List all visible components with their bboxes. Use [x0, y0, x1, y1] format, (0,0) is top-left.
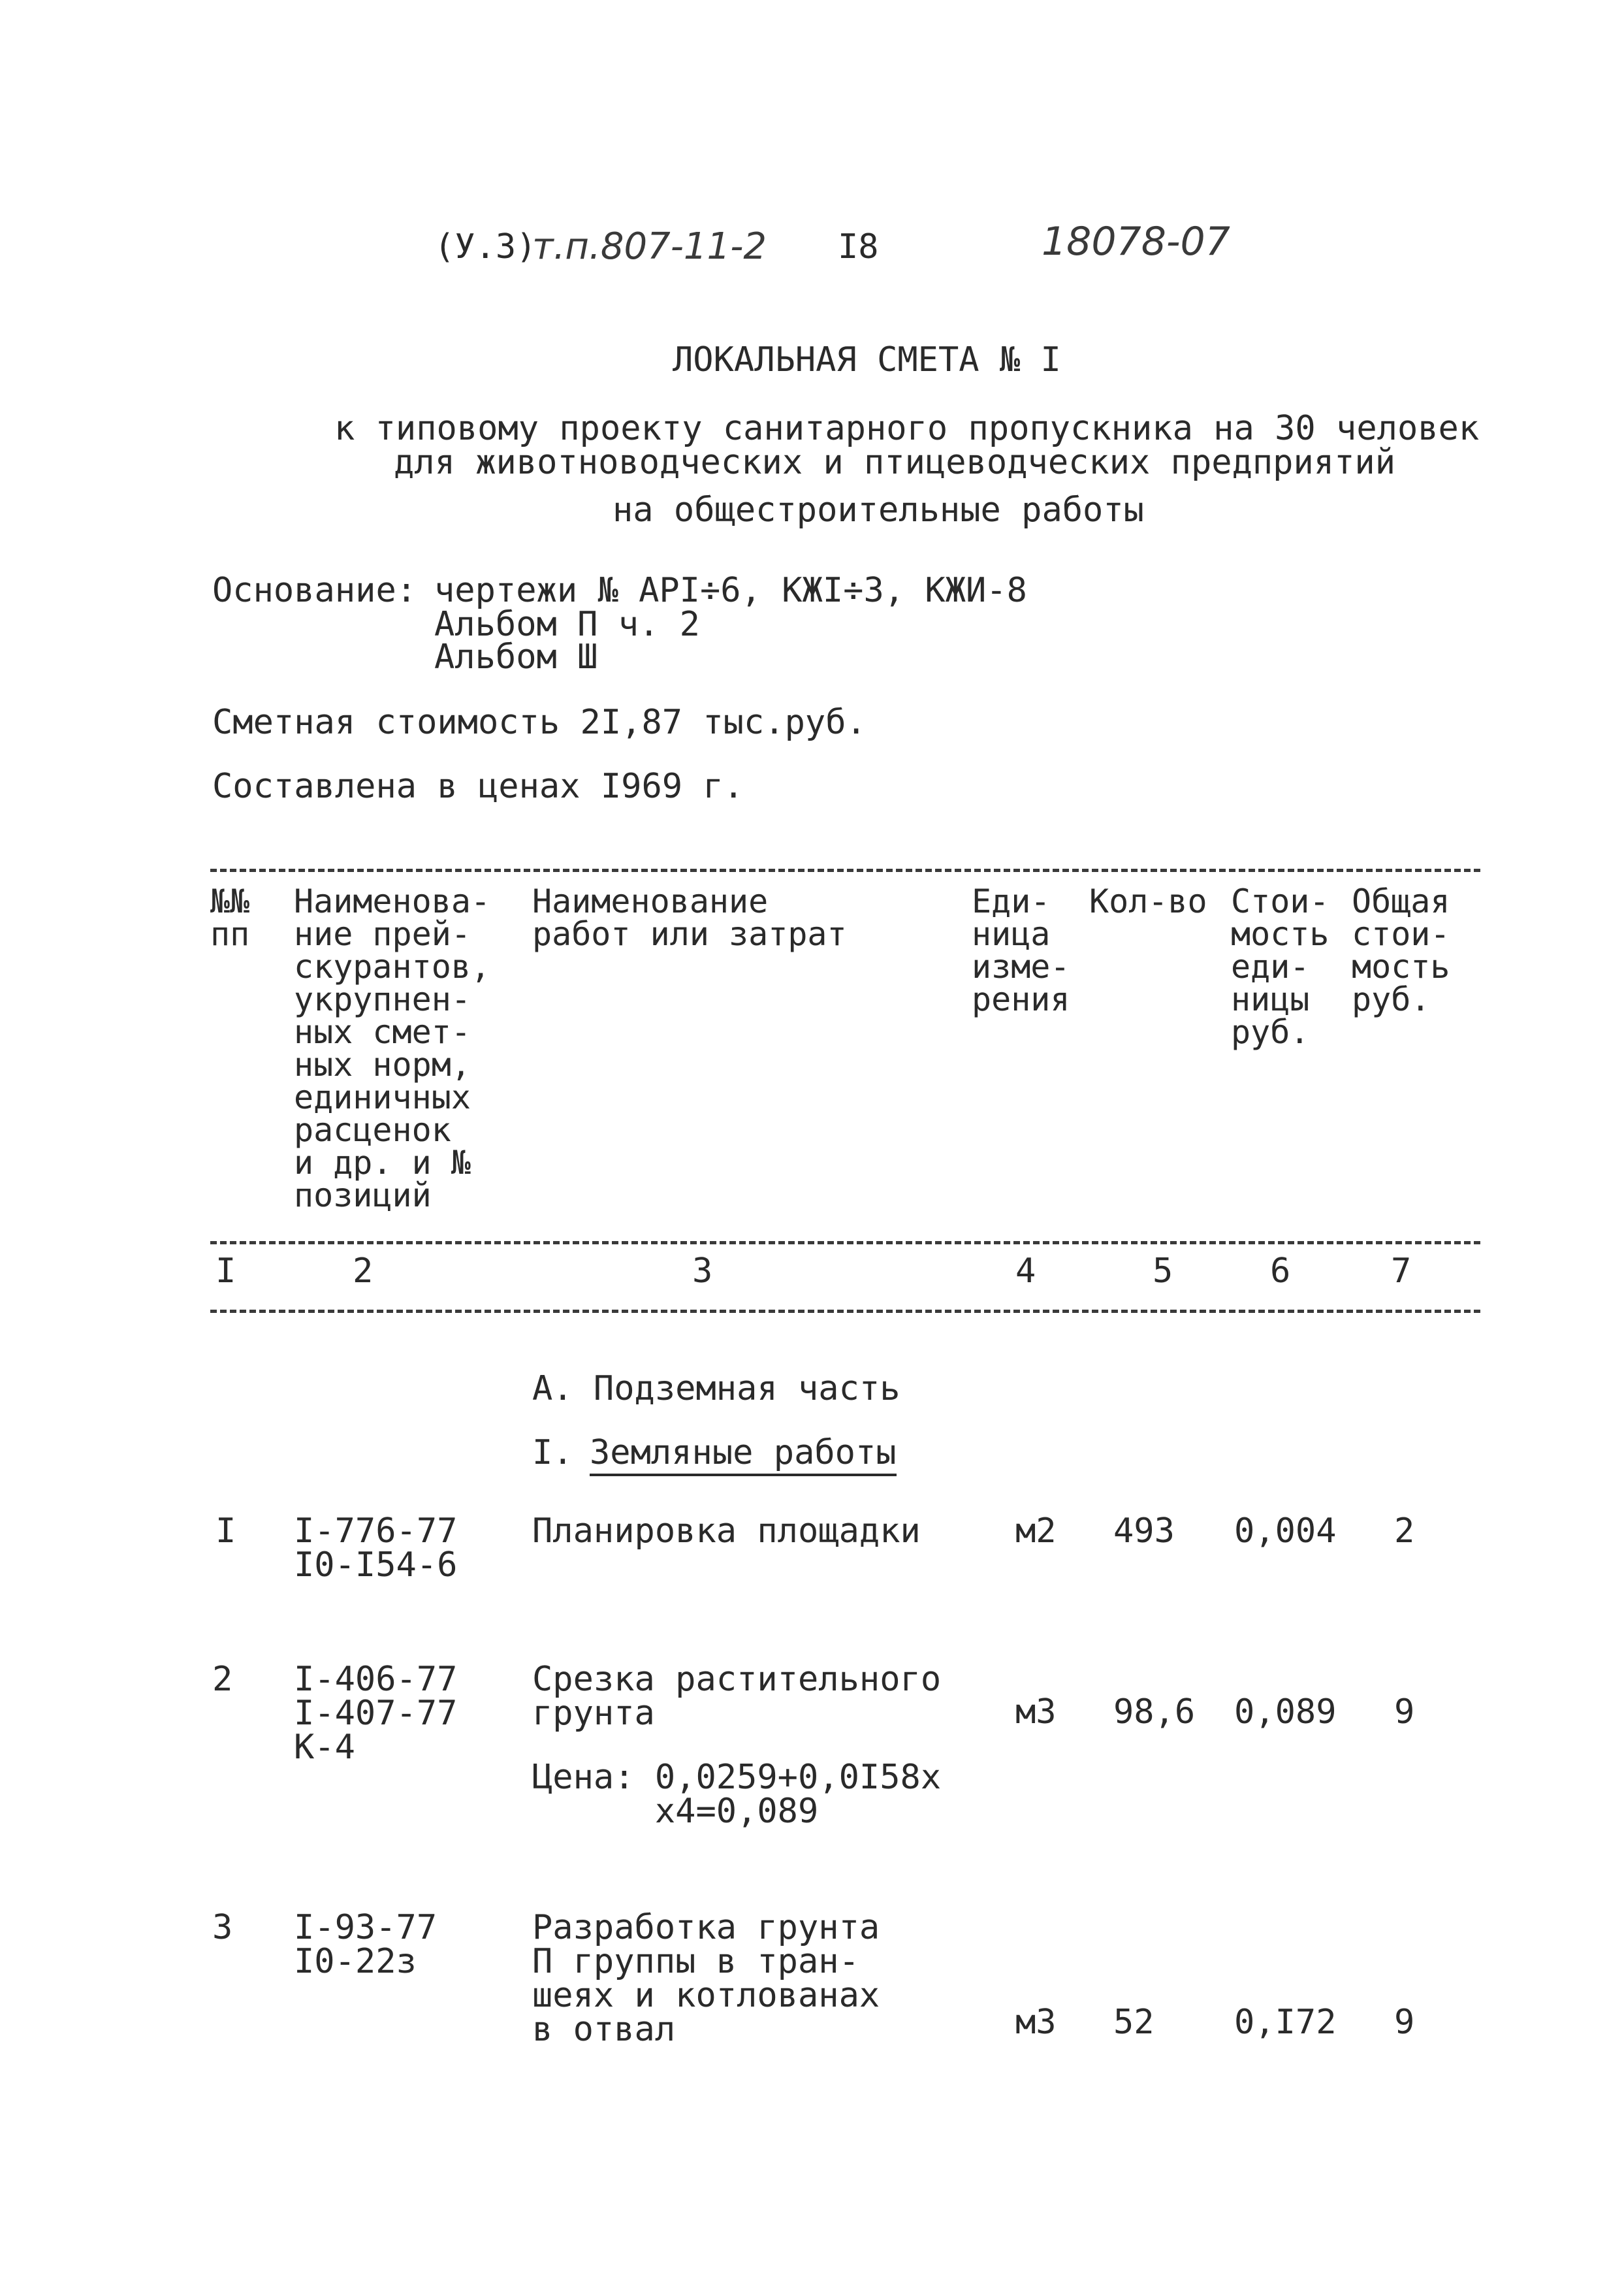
basis-label: Основание: — [212, 571, 417, 610]
basis-album-3: Альбом Ш — [434, 638, 598, 677]
row-unit-cost: 0,I72 — [1234, 2003, 1337, 2042]
row-unit: м3 — [1015, 2003, 1057, 2042]
row-codes: I-406-77 I-407-77 К-4 — [294, 1660, 458, 1767]
row-total: 9 — [1394, 1692, 1415, 1732]
row-total: 9 — [1394, 2003, 1415, 2042]
subtitle-line-3: на общестроительные работы — [613, 491, 1144, 530]
column-number-3: 3 — [692, 1252, 713, 1291]
header-col-6: Стои- мость еди- ницы руб. — [1231, 882, 1329, 1051]
column-number-7: 7 — [1391, 1252, 1412, 1291]
header-bottom-rule — [210, 1241, 1480, 1244]
section-title: А. Подземная часть — [532, 1369, 900, 1408]
row-work: Срезка растительного грунта — [532, 1660, 942, 1733]
row-quantity: 52 — [1113, 2003, 1154, 2042]
basis-album-2: Альбом П ч. 2 — [434, 605, 700, 644]
row-number: 3 — [212, 1908, 233, 1947]
header-col-5: Кол-во — [1089, 882, 1207, 920]
header-col-2: Наименова- ние прей- скурантов, укрупнен- ных смет- ных норм, единичных расценок и др. и № позиций — [294, 882, 491, 1214]
column-number-bottom-rule — [210, 1310, 1480, 1313]
row-unit-cost: 0,004 — [1234, 1511, 1337, 1551]
subsection-number: I. — [532, 1433, 573, 1472]
column-number-4: 4 — [1015, 1252, 1036, 1291]
row-number: I — [215, 1511, 236, 1551]
row-work: Планировка площадки — [532, 1511, 921, 1551]
column-number-5: 5 — [1153, 1252, 1173, 1291]
column-number-2: 2 — [353, 1252, 374, 1291]
header-col-3: Наименование работ или затрат — [532, 882, 847, 953]
column-number-1: I — [215, 1252, 236, 1291]
document-title: ЛОКАЛЬНАЯ СМЕТА № I — [673, 340, 1061, 380]
header-col-4: Еди- ница изме- рения — [972, 882, 1070, 1018]
row-codes: I-776-77 I0-I54-6 — [294, 1511, 458, 1585]
row-unit-cost: 0,089 — [1234, 1692, 1337, 1732]
archive-number-handwritten: 18078-07 — [1042, 219, 1230, 265]
estimated-cost: Сметная стоимость 2I,87 тыс.руб. — [212, 703, 867, 742]
row-unit: м2 — [1015, 1511, 1057, 1551]
row-quantity: 493 — [1113, 1511, 1175, 1551]
header-col-7: Общая стои- мость руб. — [1352, 882, 1450, 1018]
prices-year: Составлена в ценах I969 г. — [212, 767, 744, 806]
row-total: 2 — [1394, 1511, 1415, 1551]
header-col-1: №№ пп — [210, 882, 250, 953]
row-price-note: Цена: 0,0259+0,0I58х х4=0,089 — [532, 1758, 942, 1831]
basis-drawings: чертежи № АРI÷6, КЖI÷3, КЖИ-8 — [434, 571, 1027, 610]
table-top-rule — [210, 869, 1480, 872]
series-prefix: (У.3) — [434, 227, 537, 267]
row-codes: I-93-77 I0-22з — [294, 1908, 438, 1981]
page-number: I8 — [838, 227, 879, 267]
column-number-6: 6 — [1270, 1252, 1291, 1291]
row-unit: м3 — [1015, 1692, 1057, 1732]
series-number-handwritten: т.п.807-11-2 — [532, 225, 767, 268]
subtitle-line-2: для животноводческих и птицеводческих предприятий — [394, 443, 1396, 482]
subsection-title: Земляные работы — [590, 1436, 897, 1476]
row-quantity: 98,6 — [1113, 1692, 1196, 1732]
row-number: 2 — [212, 1660, 233, 1699]
subtitle-line-1: к типовому проекту санитарного пропускника на 30 человек — [334, 409, 1480, 448]
row-work: Разработка грунта П группы в тран- шеях и котлованах в отвал — [532, 1908, 880, 2049]
